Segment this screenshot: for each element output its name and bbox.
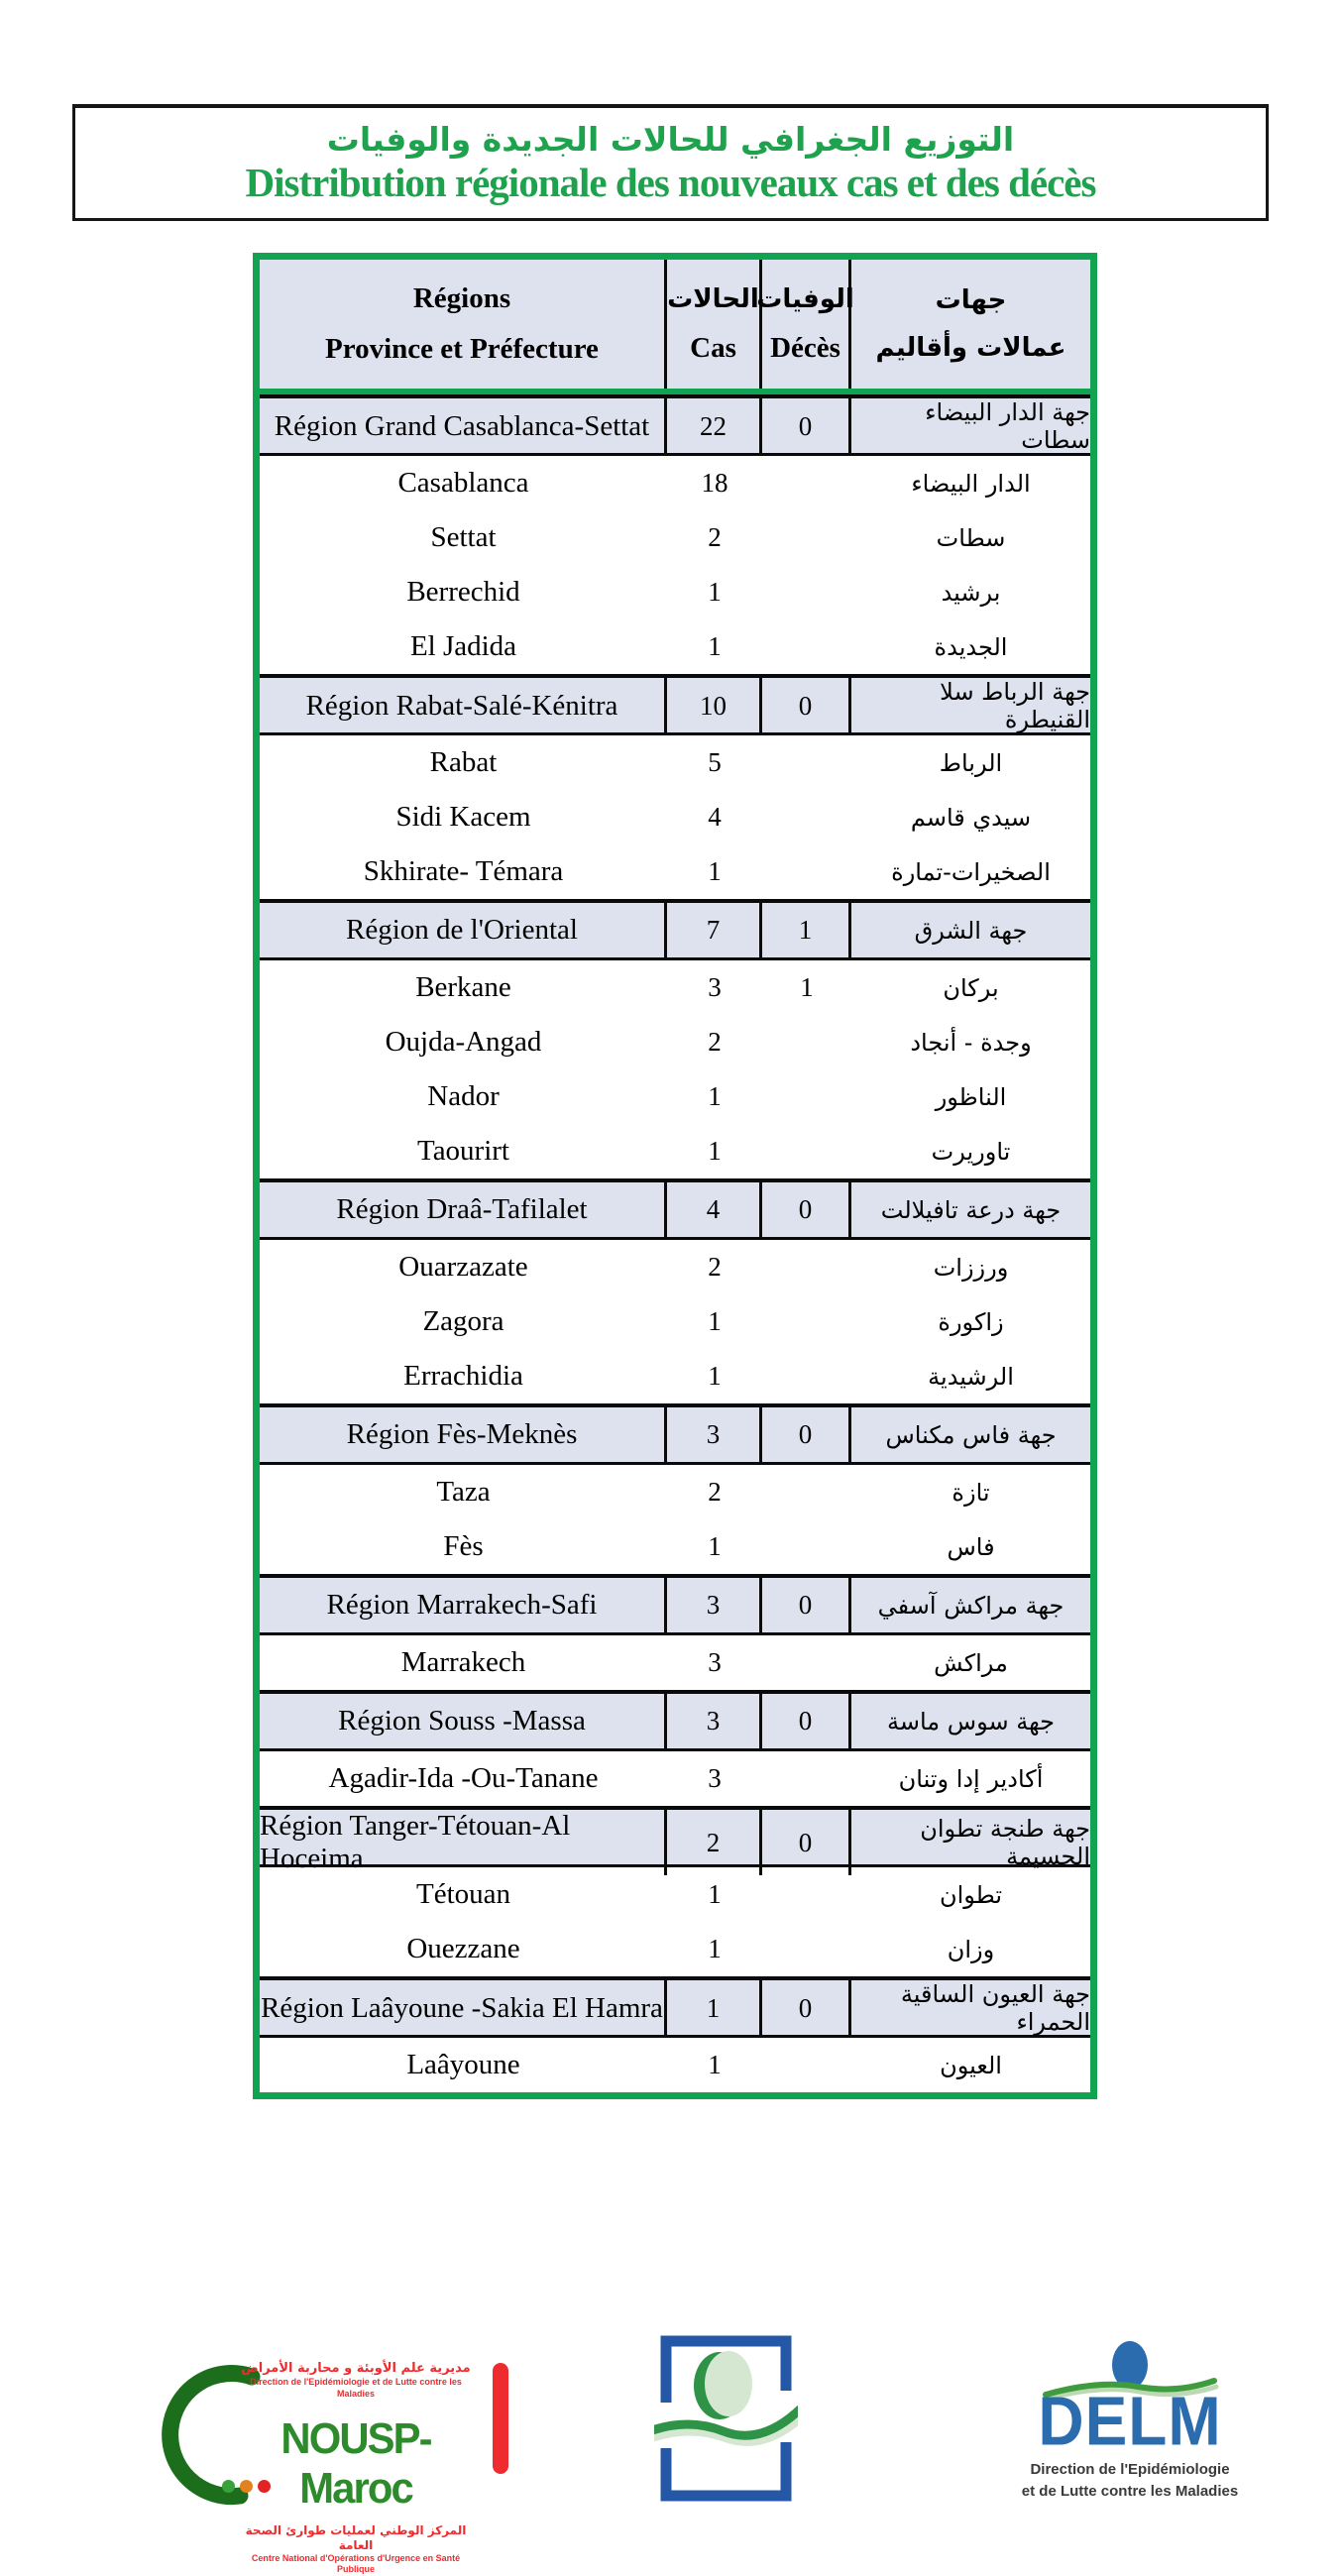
province-name-ar: وزان [947, 1935, 995, 1963]
region-cases: 2 [667, 1810, 762, 1875]
header-regions-fr-line2: Province et Préfecture [325, 333, 599, 365]
province-row [260, 1751, 1090, 1806]
province-name-ar: تازة [952, 1478, 990, 1507]
cases-table [253, 253, 1097, 2099]
province-name-ar: برشيد [941, 578, 1001, 607]
province-cases: 2 [708, 1027, 722, 1057]
region-name-fr: Région Laâyoune -Sakia El Hamra [260, 1980, 667, 2036]
region-row [260, 1574, 1090, 1635]
province-deaths [762, 1015, 851, 1069]
province-cases: 1 [708, 1879, 722, 1909]
province-cases: 1 [708, 1531, 722, 1561]
province-cases: 1 [708, 631, 722, 661]
province-deaths [762, 1465, 851, 1519]
province-name-fr: Skhirate- Témara [363, 855, 564, 887]
nousp-bottom-french: Centre National d'Opérations d'Urgence en Santé Publique [251, 2552, 461, 2575]
region-name-ar: جهة درعة تافيلالت [880, 1195, 1062, 1224]
province-row [260, 1240, 1090, 1294]
province-name-ar: تطوان [939, 1880, 1003, 1909]
header-regions-fr-line1: Régions [412, 282, 511, 314]
province-name-fr: Rabat [429, 746, 498, 778]
region-row [260, 899, 1090, 960]
province-deaths [762, 619, 851, 674]
province-row [260, 844, 1090, 899]
province-name-fr: Nador [427, 1080, 500, 1112]
title-arabic: التوزيع الجغرافي للحالات الجديدة والوفيات [326, 119, 1015, 159]
province-deaths [762, 510, 851, 565]
province-cases: 3 [708, 1763, 722, 1793]
province-name-ar: الجديدة [934, 632, 1008, 661]
province-name-fr: Ouezzane [406, 1933, 520, 1964]
province-name-ar: فاس [947, 1532, 995, 1561]
region-cases: 4 [667, 1182, 762, 1237]
province-name-ar: سيدي قاسم [910, 803, 1032, 832]
province-cases: 2 [708, 1252, 722, 1282]
title-french: Distribution régionale des nouveaux cas et des décès [245, 160, 1096, 206]
region-name-ar: جهة الرباط سلا القنيطرة [940, 678, 1090, 733]
province-name-fr: Errachidia [403, 1360, 523, 1392]
province-cases: 1 [708, 577, 722, 607]
province-row [260, 1124, 1090, 1178]
region-cases: 7 [667, 903, 762, 957]
region-cases: 3 [667, 1694, 762, 1748]
nousp-bottom-arabic: المركز الوطني لعمليات طوارئ الصحة العامة [245, 2522, 467, 2552]
province-cases: 4 [708, 802, 722, 832]
region-deaths: 0 [762, 1980, 851, 2036]
nousp-texts [232, 2361, 480, 2576]
province-name-fr: Berrechid [406, 576, 520, 608]
province-name-ar: مراكش [934, 1648, 1008, 1677]
province-deaths [762, 844, 851, 899]
province-deaths [762, 1349, 851, 1403]
region-row [260, 1178, 1090, 1240]
province-deaths [762, 1069, 851, 1124]
province-name-fr: Ouarzazate [398, 1251, 528, 1283]
header-cell-regions [260, 260, 667, 389]
province-cases: 3 [708, 972, 722, 1002]
header-regions-ar-line1: جهات [935, 285, 1007, 315]
province-row [260, 619, 1090, 674]
province-deaths [762, 1294, 851, 1349]
province-row [260, 1867, 1090, 1922]
nousp-title: NOUSP-Maroc [280, 2413, 431, 2513]
delm-title: DELM [1038, 2383, 1222, 2460]
region-deaths: 0 [762, 1578, 851, 1632]
province-name-fr: El Jadida [409, 630, 517, 662]
province-cases: 1 [708, 1136, 722, 1166]
region-cases: 3 [667, 1407, 762, 1462]
region-name-fr: Région Draâ-Tafilalet [260, 1182, 667, 1237]
region-name-ar: جهة الدار البيضاء سطات [925, 398, 1090, 454]
province-row [260, 790, 1090, 844]
region-name-ar: جهة فاس مكناس [885, 1420, 1057, 1449]
province-row [260, 735, 1090, 790]
header-cell-deaths [756, 260, 854, 389]
province-name-ar: الناظور [935, 1082, 1007, 1111]
province-name-ar: سطات [936, 523, 1006, 552]
province-name-ar: العيون [940, 2051, 1002, 2079]
province-deaths: 1 [800, 972, 814, 1002]
region-cases: 10 [667, 678, 762, 733]
province-row [260, 1015, 1090, 1069]
province-cases: 2 [708, 1477, 722, 1507]
region-name-ar: جهة العيون الساقية الحمراء [900, 1980, 1090, 2036]
province-name-ar: تاوريرت [931, 1137, 1011, 1166]
ministry-health-logo [654, 2329, 798, 2508]
region-name-fr: Région Marrakech-Safi [260, 1578, 667, 1632]
province-row [260, 1465, 1090, 1519]
nousp-top-arabic: مديرية علم الأوبئة و محاربة الأمراض [241, 2361, 471, 2376]
header-cases-fr: Cas [690, 331, 736, 364]
region-name-fr: Région de l'Oriental [260, 903, 667, 957]
region-deaths: 0 [762, 678, 851, 733]
province-row [260, 1922, 1090, 1976]
nousp-red-bar-icon [493, 2363, 508, 2474]
province-name-fr: Oujda-Angad [385, 1026, 542, 1058]
province-deaths [762, 1635, 851, 1690]
province-deaths [762, 1867, 851, 1922]
province-cases: 1 [708, 1306, 722, 1336]
province-name-ar: أكادير إدا وتنان [898, 1764, 1044, 1793]
region-deaths: 0 [762, 1694, 851, 1748]
province-name-fr: Berkane [415, 971, 511, 1003]
province-row [260, 510, 1090, 565]
province-name-ar: وجدة - أنجاد [910, 1028, 1032, 1057]
delm-subtitle-line2: et de Lutte contre les Maladies [1021, 2482, 1239, 2500]
province-cases: 18 [701, 468, 728, 498]
province-row [260, 456, 1090, 510]
province-cases: 1 [708, 1081, 722, 1111]
table-body [260, 394, 1090, 2092]
region-name-ar: جهة سوس ماسة [887, 1707, 1055, 1736]
province-deaths [762, 790, 851, 844]
province-name-fr: Casablanca [397, 467, 529, 499]
region-row [260, 1403, 1090, 1465]
province-row [260, 1069, 1090, 1124]
region-name-ar: جهة الشرق [914, 916, 1028, 945]
province-deaths [762, 2038, 851, 2092]
province-name-fr: Settat [430, 521, 497, 553]
province-name-ar: الصخيرات-تمارة [891, 857, 1051, 886]
footer [0, 2327, 1344, 2575]
delm-subtitle [1016, 2459, 1244, 2503]
province-deaths [762, 1922, 851, 1976]
province-name-fr: Laâyoune [406, 2049, 520, 2080]
province-name-ar: بركان [943, 973, 999, 1002]
region-row [260, 674, 1090, 735]
province-name-ar: الرباط [939, 748, 1003, 777]
province-name-fr: Taza [436, 1476, 491, 1508]
region-deaths: 0 [762, 1810, 851, 1875]
region-name-fr: Région Souss -Massa [260, 1694, 667, 1748]
header-cell-cases [667, 260, 762, 389]
province-deaths [762, 735, 851, 790]
region-name-fr: Région Fès-Meknès [260, 1407, 667, 1462]
province-deaths [762, 565, 851, 619]
province-row [260, 565, 1090, 619]
province-name-ar: ورززات [933, 1253, 1009, 1282]
header-deaths-fr: Décès [770, 331, 840, 364]
province-deaths [762, 456, 851, 510]
province-cases: 5 [708, 747, 722, 777]
region-name-fr: Région Rabat-Salé-Kénitra [260, 678, 667, 733]
region-cases: 1 [667, 1980, 762, 2036]
region-name-ar: جهة مراكش آسفي [877, 1591, 1064, 1620]
delm-logo [1016, 2341, 1244, 2503]
province-cases: 1 [708, 1934, 722, 1963]
region-deaths: 0 [762, 398, 851, 454]
region-row [260, 394, 1090, 456]
delm-subtitle-line1: Direction de l'Epidémiologie [1030, 2461, 1230, 2479]
province-row [260, 1349, 1090, 1403]
nousp-top-french: Direction de l'Epidémiologie et de Lutte contre les Maladies [250, 2377, 462, 2399]
region-name-fr: Région Grand Casablanca-Settat [260, 398, 667, 454]
province-name-fr: Sidi Kacem [395, 801, 531, 833]
province-name-ar: زاكورة [938, 1307, 1004, 1336]
table-header [260, 260, 1090, 394]
province-name-fr: Fès [443, 1530, 484, 1562]
province-name-ar: الرشيدية [928, 1362, 1014, 1391]
region-cases: 22 [667, 398, 762, 454]
province-row [260, 1519, 1090, 1574]
nousp-logo [137, 2359, 508, 2575]
province-name-fr: Agadir-Ida -Ou-Tanane [328, 1762, 599, 1794]
region-row [260, 1806, 1090, 1874]
province-name-fr: Tétouan [415, 1878, 510, 1910]
region-deaths: 0 [762, 1182, 851, 1237]
province-name-ar: الدار البيضاء [911, 469, 1031, 498]
province-row [260, 1635, 1090, 1690]
province-cases: 1 [708, 2050, 722, 2079]
region-deaths: 0 [762, 1407, 851, 1462]
province-name-fr: Marrakech [400, 1646, 526, 1678]
province-row [260, 1294, 1090, 1349]
province-cases: 3 [708, 1647, 722, 1677]
region-row [260, 1690, 1090, 1751]
ministry-health-logo-icon [654, 2329, 798, 2508]
province-deaths [762, 1124, 851, 1178]
province-cases: 1 [708, 856, 722, 886]
region-deaths: 1 [762, 903, 851, 957]
province-name-fr: Taourirt [417, 1135, 509, 1167]
province-deaths [762, 1240, 851, 1294]
title-box [72, 104, 1269, 221]
region-cases: 3 [667, 1578, 762, 1632]
province-deaths [762, 1519, 851, 1574]
province-cases: 2 [708, 522, 722, 552]
region-name-ar: جهة طنجة تطوان الحسيمة [920, 1815, 1090, 1870]
region-name-fr: Région Tanger-Tétouan-Al Hoceima [260, 1810, 667, 1875]
province-row [260, 2038, 1090, 2092]
province-deaths [762, 1751, 851, 1806]
header-cases-ar: الحالات [667, 283, 759, 314]
header-deaths-ar: الوفيات [756, 283, 854, 314]
header-regions-ar-line2: عمالات وأقاليم [875, 333, 1066, 363]
province-cases: 1 [708, 1361, 722, 1391]
province-row [260, 960, 1090, 1015]
region-row [260, 1976, 1090, 2038]
province-name-fr: Zagora [422, 1305, 504, 1337]
header-cell-regions-ar [851, 260, 1090, 389]
